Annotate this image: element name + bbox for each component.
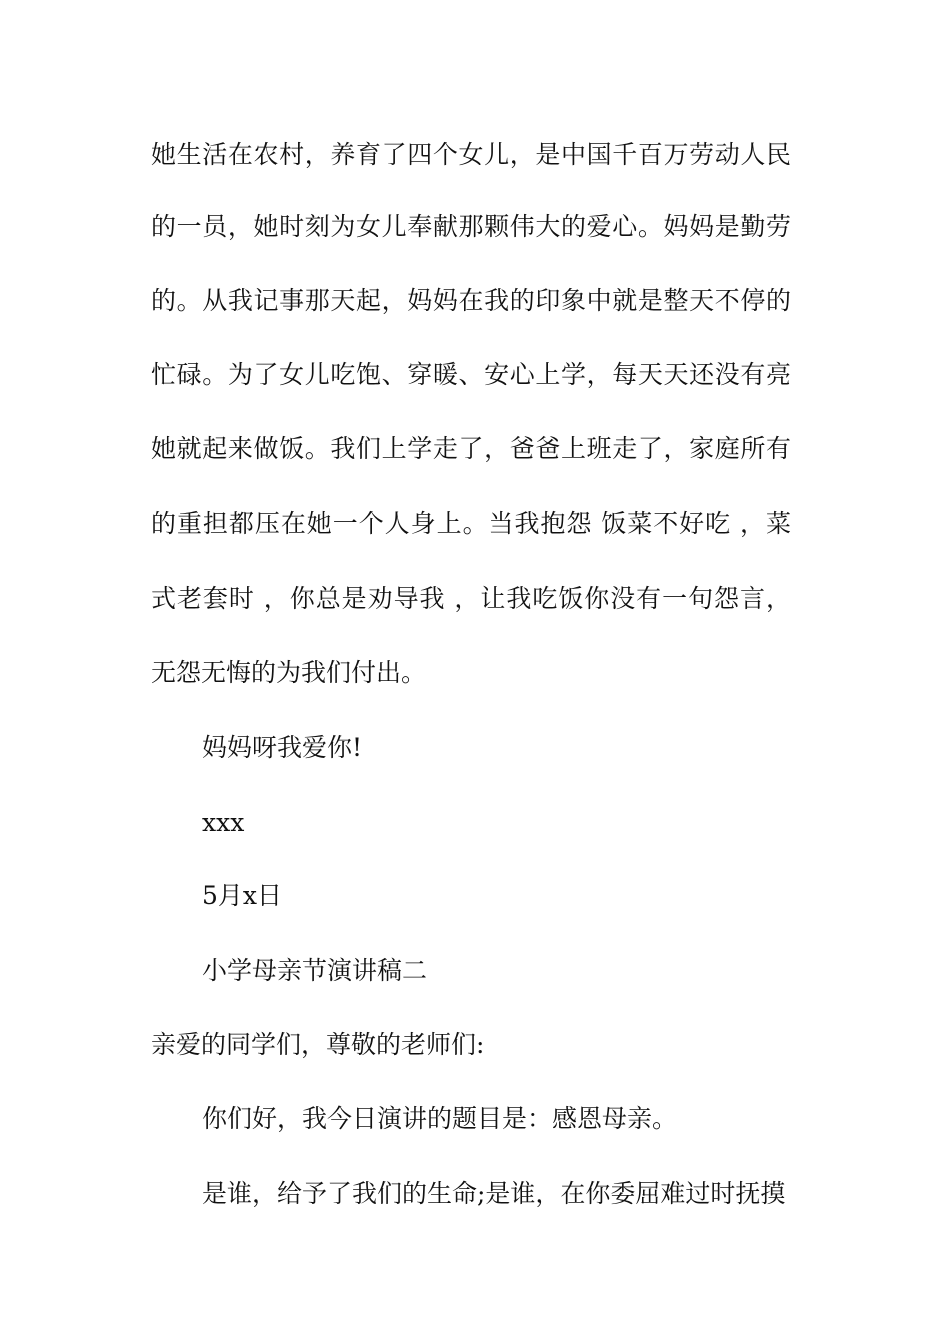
paragraph-line: 她生活在农村，养育了四个女儿，是中国千百万劳动人民 [151,140,791,169]
paragraph-line: 的重担都压在她一个人身上。当我抱怨 饭菜不好吃 ，菜 [151,509,791,538]
salutation: 亲爱的同学们，尊敬的老师们: [151,1030,485,1059]
closing-line: 妈妈呀我爱你! [202,733,363,762]
signature: xxx [202,808,245,837]
paragraph-line: 式老套时 ，你总是劝导我 ，让我吃饭你没有一句怨言， [151,584,791,613]
paragraph-line: 的一员，她时刻为女儿奉献那颗伟大的爱心。妈妈是勤劳 [151,212,791,241]
paragraph-line: 她就起来做饭。我们上学走了，爸爸上班走了，家庭所有 [151,434,791,463]
paragraph-line: 忙碌。为了女儿吃饱、穿暖、安心上学，每天天还没有亮 [151,360,791,389]
section-title: 小学母亲节演讲稿二 [202,956,428,985]
opening-line: 你们好，我今日演讲的题目是：感恩母亲。 [202,1104,678,1133]
body-line: 是谁，给予了我们的生命;是谁，在你委屈难过时抚摸 [202,1179,786,1208]
paragraph-line: 无怨无悔的为我们付出。 [151,658,427,687]
paragraph-line: 的。从我记事那天起，妈妈在我的印象中就是整天不停的 [151,286,791,315]
date: 5月x日 [202,881,283,910]
